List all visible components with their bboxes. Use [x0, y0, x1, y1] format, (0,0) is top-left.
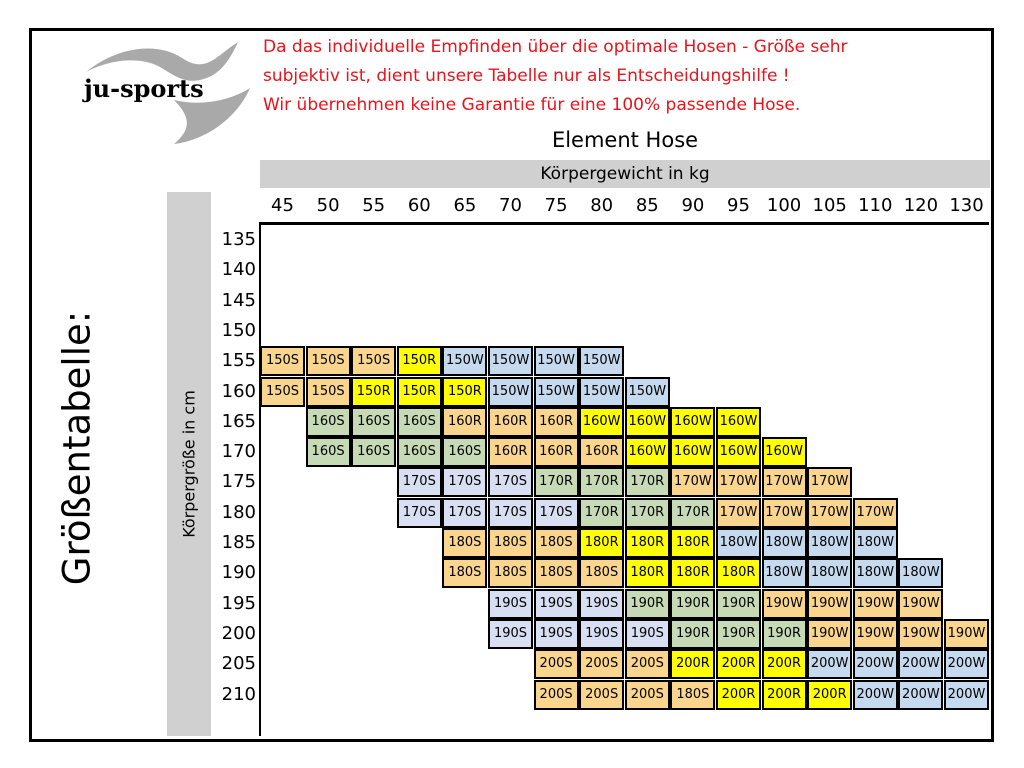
size-cell: 190R: [716, 589, 761, 619]
size-cell: 170W: [670, 467, 715, 497]
weight-header: 120: [903, 195, 939, 216]
size-cell: 180S: [579, 558, 624, 588]
size-cell: 170S: [442, 498, 487, 528]
size-cell: 180W: [762, 558, 807, 588]
size-cell: 170W: [716, 498, 761, 528]
size-cell: 190R: [670, 589, 715, 619]
logo-text: ju-sports: [84, 74, 204, 103]
size-cell: 180S: [670, 680, 715, 710]
chart-title: Element Hose: [551, 128, 699, 152]
size-cell: 180R: [579, 528, 624, 558]
size-cell: 180W: [898, 558, 943, 588]
size-cell: 170S: [488, 498, 533, 528]
size-cell: 180R: [625, 528, 670, 558]
weight-header: 95: [727, 195, 750, 216]
size-cell: 150R: [351, 377, 396, 407]
size-cell: 180R: [670, 528, 715, 558]
weight-header: 55: [362, 195, 386, 216]
size-cell: 190W: [898, 589, 943, 619]
size-cell: 150W: [534, 346, 579, 376]
size-cell: 150S: [351, 346, 396, 376]
size-cell: 170R: [625, 467, 670, 497]
size-cell: 160W: [670, 437, 715, 467]
size-cell: 180W: [716, 528, 761, 558]
size-cell: 190W: [807, 619, 852, 649]
weight-header: 65: [453, 195, 477, 216]
size-cell: 150W: [488, 346, 533, 376]
size-cell: 200S: [625, 649, 670, 679]
size-cell: 170W: [762, 467, 807, 497]
size-cell: 150W: [534, 377, 579, 407]
size-cell: 190S: [579, 589, 624, 619]
weight-header: 75: [544, 195, 568, 216]
notice-line: subjektiv ist, dient unsere Tabelle nur als Entscheidungshilfe !: [263, 66, 790, 86]
size-cell: 190W: [807, 589, 852, 619]
side-title: Größentabelle:: [55, 310, 99, 586]
size-cell: 180W: [807, 558, 852, 588]
size-cell: 180S: [488, 528, 533, 558]
size-cell: 190R: [670, 619, 715, 649]
size-cell: 150S: [306, 346, 351, 376]
size-cell: 180S: [442, 528, 487, 558]
size-cell: 200W: [853, 680, 898, 710]
size-cell: 150S: [260, 377, 305, 407]
size-cell: 180R: [670, 558, 715, 588]
size-cell: 150W: [442, 346, 487, 376]
size-cell: 150R: [397, 377, 442, 407]
size-cell: 160W: [579, 407, 624, 437]
size-cell: 170S: [442, 467, 487, 497]
weight-header: 45: [271, 195, 294, 216]
size-cell: 200S: [625, 680, 670, 710]
size-cell: 160W: [716, 437, 761, 467]
size-cell: 160S: [397, 437, 442, 467]
size-cell: 160R: [488, 407, 533, 437]
height-header: 195: [221, 592, 256, 614]
size-cell: 150R: [442, 377, 487, 407]
size-cell: 180S: [488, 558, 533, 588]
height-header: 170: [221, 441, 256, 463]
size-cell: 170S: [397, 498, 442, 528]
size-cell: 180W: [807, 528, 852, 558]
weight-header: 60: [407, 195, 431, 216]
size-cell: 190W: [762, 589, 807, 619]
weight-header: 110: [858, 195, 893, 216]
size-cell: 190S: [488, 619, 533, 649]
weight-header: 105: [812, 195, 847, 216]
disclaimer-notice: [263, 33, 848, 120]
size-cell: 160W: [670, 407, 715, 437]
weight-header: 50: [316, 195, 340, 216]
size-cell: 170R: [670, 498, 715, 528]
size-cell: 150W: [579, 346, 624, 376]
notice-line: Wir übernehmen keine Garantie für eine 100% passende Hose.: [263, 95, 801, 115]
size-cell: 170R: [534, 467, 579, 497]
height-header: 175: [221, 471, 256, 493]
size-cell: 190W: [944, 619, 989, 649]
size-cell: 170W: [762, 498, 807, 528]
size-cell: 160W: [762, 437, 807, 467]
size-cell: 170W: [807, 467, 852, 497]
size-cell: 190W: [898, 619, 943, 649]
size-cell: 160W: [716, 407, 761, 437]
height-header: 200: [221, 622, 256, 644]
height-header: 190: [221, 562, 256, 584]
size-cell: 200R: [762, 649, 807, 679]
size-cell: 200W: [944, 649, 989, 679]
size-cell: 160S: [306, 437, 351, 467]
size-cell: 180R: [716, 558, 761, 588]
weight-header: 80: [590, 195, 614, 216]
size-cell: 180R: [625, 558, 670, 588]
size-cell: 160S: [351, 437, 396, 467]
size-cell: 190R: [762, 619, 807, 649]
size-cell: 200R: [670, 649, 715, 679]
size-cell: 190S: [488, 589, 533, 619]
height-header: 155: [221, 350, 256, 372]
size-cell: 160W: [625, 407, 670, 437]
size-cell: 170W: [716, 467, 761, 497]
size-cell: 160S: [306, 407, 351, 437]
size-cell: 190W: [853, 619, 898, 649]
size-cell: 180S: [442, 558, 487, 588]
size-cell: 190R: [716, 619, 761, 649]
weight-header: 100: [766, 195, 802, 216]
size-cell: 150R: [397, 346, 442, 376]
size-cell: 150W: [625, 377, 670, 407]
size-cell: 170S: [488, 467, 533, 497]
size-cell: 190W: [853, 589, 898, 619]
size-cell: 160S: [442, 437, 487, 467]
height-header: 160: [221, 380, 256, 402]
size-cell: 170W: [853, 498, 898, 528]
size-cell: 200W: [944, 680, 989, 710]
height-header: 135: [221, 229, 256, 250]
height-header: 165: [221, 410, 256, 432]
size-cell: 190S: [579, 619, 624, 649]
height-header: 150: [221, 319, 256, 341]
size-cell: 160S: [351, 407, 396, 437]
size-cell: 180S: [534, 558, 579, 588]
size-cell: 160S: [397, 407, 442, 437]
size-cell: 200R: [807, 680, 852, 710]
size-cell: 190S: [534, 589, 579, 619]
size-cell: 180S: [534, 528, 579, 558]
height-header: 210: [221, 683, 256, 705]
size-cell: 150W: [579, 377, 624, 407]
size-cell: 190R: [625, 589, 670, 619]
size-cell: 200S: [534, 680, 579, 710]
size-cell: 170R: [579, 498, 624, 528]
size-cell: 190S: [534, 619, 579, 649]
size-cell: 170S: [397, 467, 442, 497]
size-cell: 170W: [807, 498, 852, 528]
size-cell: 190S: [625, 619, 670, 649]
height-header: 145: [221, 289, 256, 311]
size-cell: 200W: [807, 649, 852, 679]
height-header: 180: [221, 501, 256, 523]
weight-header: 85: [635, 195, 659, 216]
weight-header: 130: [949, 195, 984, 216]
size-cell: 160R: [534, 437, 579, 467]
size-cell: 180W: [853, 558, 898, 588]
size-cell: 200R: [716, 680, 761, 710]
size-cell: 180W: [762, 528, 807, 558]
size-cell: 170R: [625, 498, 670, 528]
size-cell: 170R: [579, 467, 624, 497]
size-cell: 150W: [488, 377, 533, 407]
size-cell: 200S: [579, 649, 624, 679]
size-cell: 160W: [625, 437, 670, 467]
height-axis-label: Körpergröße in cm: [179, 390, 199, 538]
weight-axis-label: Körpergewicht in kg: [260, 160, 990, 188]
size-cell: 200W: [898, 649, 943, 679]
size-cell: 160R: [579, 437, 624, 467]
size-cell: 180W: [853, 528, 898, 558]
height-header: 140: [221, 259, 256, 281]
size-cell: 160R: [442, 407, 487, 437]
weight-header: 90: [681, 195, 705, 216]
size-cell: 150S: [306, 377, 351, 407]
size-cell: 200R: [716, 649, 761, 679]
size-cell: 150S: [260, 346, 305, 376]
size-cell: 160R: [488, 437, 533, 467]
height-header: 205: [221, 653, 256, 675]
size-cell: 200S: [534, 649, 579, 679]
notice-line: Da das individuelle Empfinden über die optimale Hosen - Größe sehr: [263, 37, 848, 57]
size-cell: 160R: [534, 407, 579, 437]
size-cell: 200R: [762, 680, 807, 710]
size-cell: 170S: [534, 498, 579, 528]
size-cell: 200S: [579, 680, 624, 710]
weight-header: 70: [499, 195, 522, 216]
height-header: 185: [221, 532, 256, 553]
size-cell: 200W: [853, 649, 898, 679]
size-cell: 200W: [898, 680, 943, 710]
